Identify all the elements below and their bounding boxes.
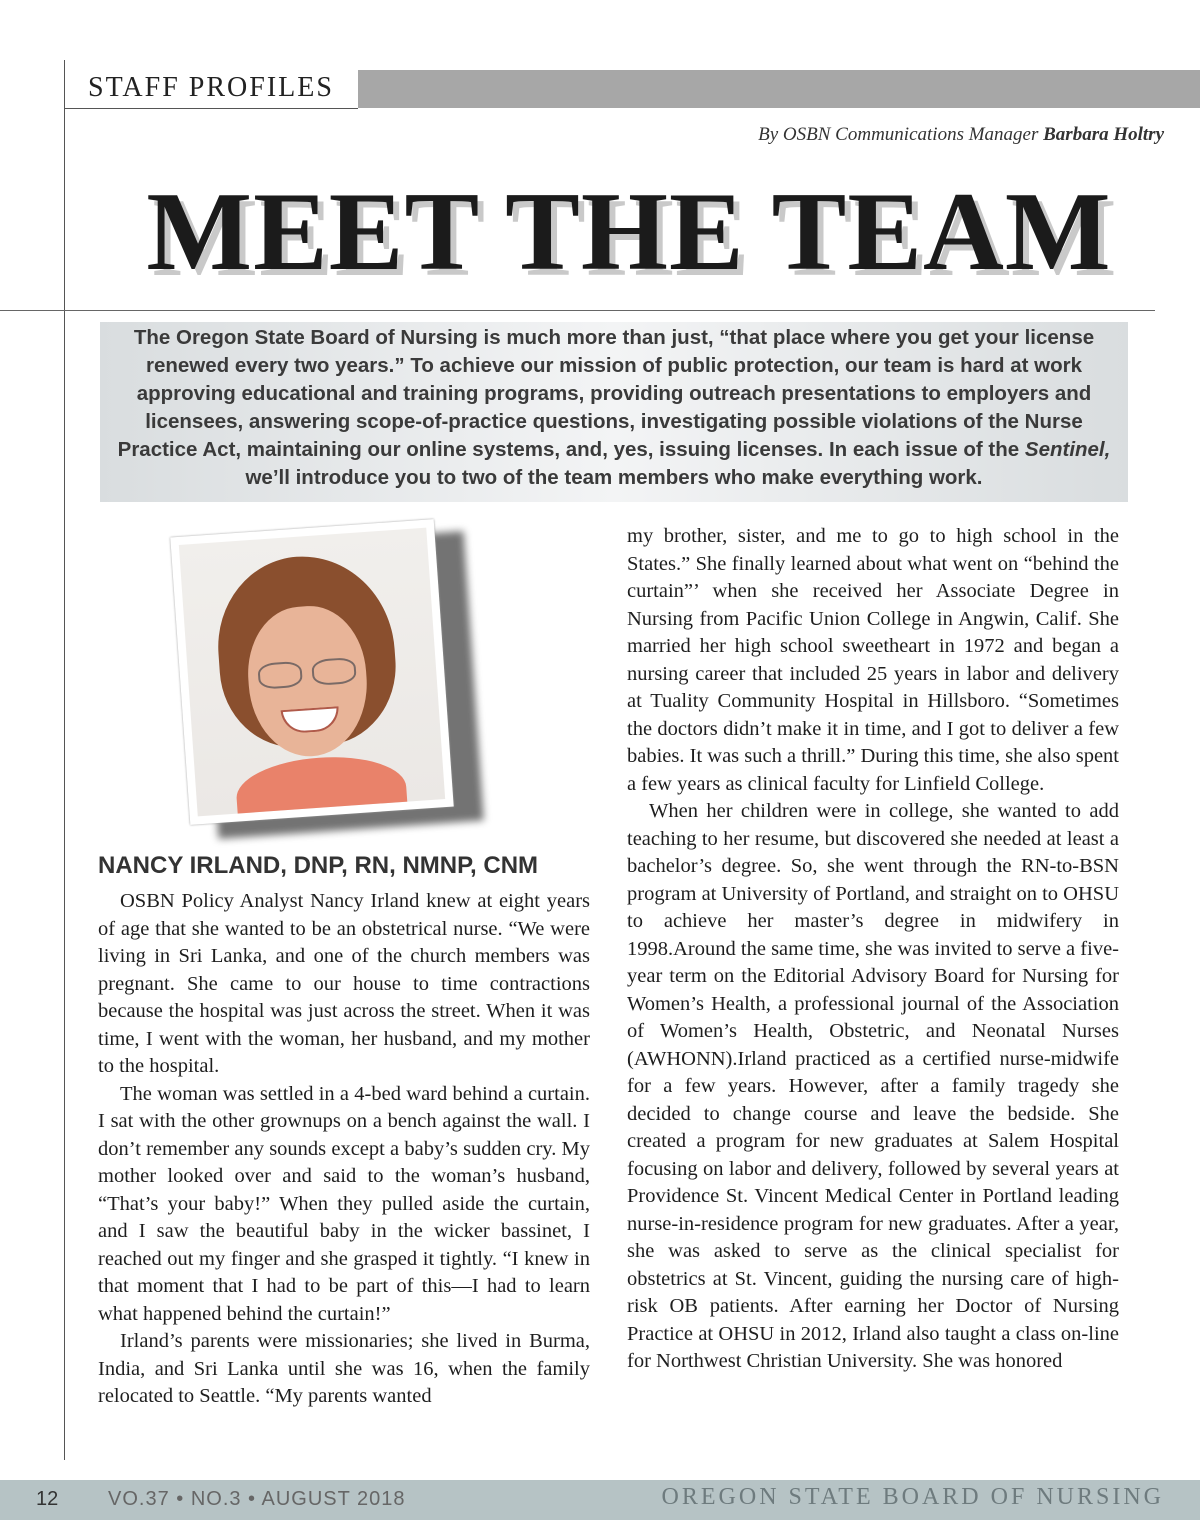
title-divider xyxy=(0,310,1155,311)
header-bar xyxy=(358,70,1200,108)
profile-photo xyxy=(170,519,453,825)
paragraph: OSBN Policy Analyst Nancy Irland knew at eight years of age that she wanted to be an obstetrical nurse. “We were living in Sri Lanka, and one of the church members was pregnant. She came to our house to time contractions because the hospital was just across the street. When it was time, I went with the woman, her husband, and my mother to the hospital. xyxy=(98,890,590,1077)
page-title: MEET THE TEAM xyxy=(146,170,1112,294)
portrait-shirt xyxy=(234,752,408,817)
section-underline xyxy=(64,108,358,109)
left-margin-rule xyxy=(64,60,65,1460)
intro-text-before: The Oregon State Board of Nursing is much more than just, “that place where you get your license renewed every two years.” To achieve our mission of public protection, our team is hard at work approving educational and training programs, providing outreach presentations to employers and licensees, answering scope-of-practice questions, investigating possible violations of the Nurse Practice Act, maintaining our online systems, and, yes, issuing licenses. In each issue of the xyxy=(117,326,1095,461)
paragraph: The woman was settled in a 4-bed ward behind a curtain. I sat with the other grownups on a bench against the wall. I don’t remember any sounds except a baby’s sudden cry. My mother looked over and said to the woman’s husband, “That’s your baby!” When they pulled aside the curtain, and I saw the beautiful baby in the wicker bassinet, I reached out my finger and she grasped it tightly. “I knew in that moment that I had to be part of this—I had to learn what happened behind the curtain!” xyxy=(98,1082,590,1325)
section-label: STAFF PROFILES xyxy=(88,72,334,103)
byline-prefix: By OSBN Communications Manager xyxy=(758,124,1044,145)
organization-name: OREGON STATE BOARD OF NURSING xyxy=(661,1484,1164,1510)
intro-text-after: we’ll introduce you to two of the team members who make everything work. xyxy=(245,466,983,489)
profile-name: NANCY IRLAND, DNP, RN, NMNP, CNM xyxy=(98,852,539,879)
intro-text xyxy=(112,324,1116,492)
issue-info: VO.37 • NO.3 • AUGUST 2018 xyxy=(108,1488,406,1510)
byline xyxy=(758,124,1164,146)
article-column-right xyxy=(627,523,1119,1376)
article-column-left xyxy=(98,888,590,1411)
intro-publication: Sentinel, xyxy=(1024,438,1111,461)
portrait-image xyxy=(179,528,445,817)
page-number: 12 xyxy=(36,1488,59,1510)
paragraph: Irland’s parents were missionaries; she lived in Burma, India, and Sri Lanka until she was 16, when the family relocated to Seattle. “My parents wanted xyxy=(98,1330,590,1407)
byline-author: Barbara Holtry xyxy=(1043,124,1164,145)
paragraph: my brother, sister, and me to go to high school in the States.” She finally learned about what went on “behind the curtain”’ when she received her Associate Degree in Nursing from Pacific Union College in Angwin, Calif. She married her high school sweetheart in 1972 and began a nursing career that included 25 years in labor and delivery at Tuality Community Hospital in Hillsboro. “Sometimes the doctors didn’t make it in time, and I got to deliver a few babies. It was such a thrill.” During this time, she also spent a few years as clinical faculty for Linfield College. xyxy=(627,525,1119,795)
paragraph: When her children were in college, she wanted to add teaching to her resume, but discovered she needed at least a bachelor’s degree. So, she went through the RN-to-BSN program at University of Portland, and straight on to OHSU to achieve her master’s degree in midwifery in 1998.Around the same time, she was invited to serve a five-year term on the Editorial Advisory Board for Nursing for Women’s Health, a professional journal of the Association of Women’s Health, Obstetric, and Neonatal Nurses (AWHONN).Irland practiced as a certified nurse-midwife for a few years. However, after a family tragedy she decided to change course and leave the bedside. She created a program for new graduates at Salem Hospital focusing on labor and delivery, followed by several years at Providence St. Vincent Medical Center in Portland leading nurse-in-residence program for new graduates. After a year, she was asked to serve as the clinical specialist for obstetrics at St. Vincent, guiding the nursing care of high-risk OB patients. After earning her Doctor of Nursing Practice at OHSU in 2012, Irland also taught a class on-line for Northwest Christian University. She was honored xyxy=(627,800,1119,1372)
